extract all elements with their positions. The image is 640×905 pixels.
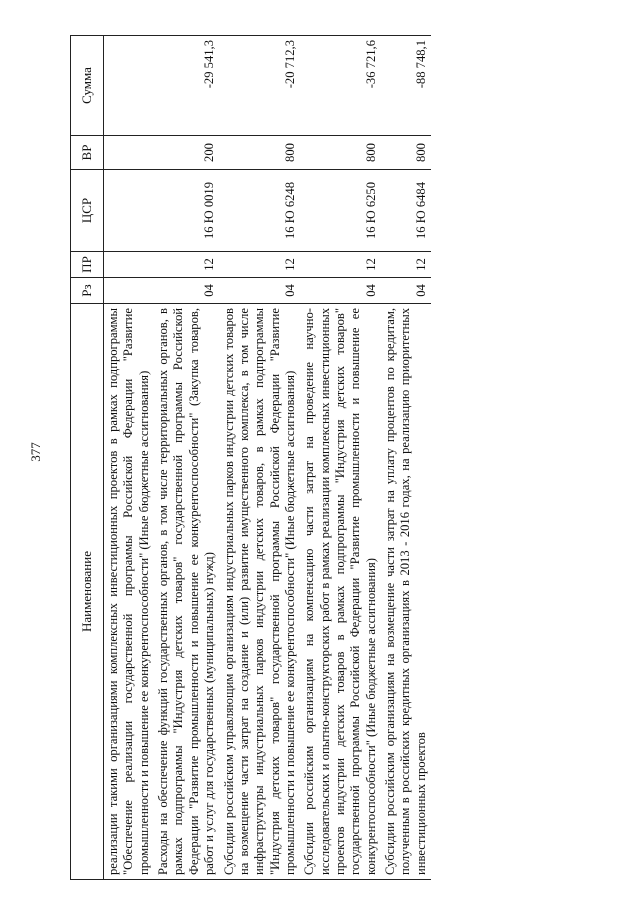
row-vr <box>104 136 155 170</box>
row-vr: 800 <box>220 136 301 170</box>
row-pr: 12 <box>300 252 381 278</box>
row-rz: 04 <box>300 278 381 304</box>
row-sum: -20 712,3 <box>220 36 301 136</box>
row-name: реализации такими организациями комплексных инвестиционных проектов в рамках подпрограммы "Обеспечение реализации государственной программы Российской Федерации "Развитие промышленности и повышение ее конкурентоспособности" (Иные бюджетные ассигнования) <box>104 304 155 880</box>
row-rz: 04 <box>220 278 301 304</box>
header-sum: Сумма <box>71 36 104 136</box>
row-rz: 04 <box>381 278 431 304</box>
row-sum: -29 541,3 <box>154 36 219 136</box>
table-row <box>300 36 381 880</box>
header-pr: ПР <box>71 252 104 278</box>
row-name: Субсидии российским управляющим организациям индустриальных парков индустрии детских товаров на возмещение части затрат на создание и (или) развитие имущественного комплекса, в том числе инфраструктуры индустриальных парков индустрии детских товаров, в рамках подпрограммы "Индустрия детских товаров" государственной программы Российской Федерации "Развитие промышленности и повышение ее конкурентоспособности" (Иные бюджетные ассигнования) <box>220 304 301 880</box>
table-header-row <box>71 36 104 880</box>
row-csr: 16 Ю 6248 <box>220 170 301 252</box>
row-pr: 12 <box>154 252 219 278</box>
rotated-table-wrapper <box>70 36 600 880</box>
row-csr: 16 Ю 0019 <box>154 170 219 252</box>
row-name: Субсидии российским организациям на возмещение части затрат на уплату процентов по кредитам, полученным в российских кредитных организациях в 2013 - 2016 годах, на реализацию приоритетных инвестиционных проектов <box>381 304 431 880</box>
row-csr: 16 Ю 6250 <box>300 170 381 252</box>
row-sum <box>104 36 155 136</box>
table-row <box>104 36 155 880</box>
header-name: Наименование <box>71 304 104 880</box>
row-pr: 12 <box>220 252 301 278</box>
row-csr: 16 Ю 6484 <box>381 170 431 252</box>
row-rz <box>104 278 155 304</box>
row-csr <box>104 170 155 252</box>
header-vr: ВР <box>71 136 104 170</box>
row-name: Расходы на обеспечение функций государственных органов, в том числе территориальных органов, в рамках подпрограммы "Индустрия детских товаров" государственной программы Российской Федерации "Развитие промышленности и повышение ее конкурентоспособности" (Закупка товаров, работ и услуг для государственных (муниципальных) нужд) <box>154 304 219 880</box>
header-rz: Рз <box>71 278 104 304</box>
table-row <box>381 36 431 880</box>
row-pr <box>104 252 155 278</box>
row-rz: 04 <box>154 278 219 304</box>
rotated-table-container <box>70 36 600 880</box>
table-row <box>220 36 301 880</box>
row-name: Субсидии российским организациям на компенсацию части затрат на проведение научно-исследовательских и опытно-конструкторских работ в рамках реализации комплексных инвестиционных проектов индустрии детских товаров в рамках подпрограммы "Индустрия детских товаров" государственной программы Российской Федерации "Развитие промышленности и повышение ее конкурентоспособности" (Иные бюджетные ассигнования) <box>300 304 381 880</box>
page-number: 377 <box>28 442 43 462</box>
row-vr: 200 <box>154 136 219 170</box>
row-sum: -36 721,6 <box>300 36 381 136</box>
budget-table <box>70 35 431 880</box>
row-pr: 12 <box>381 252 431 278</box>
row-vr: 800 <box>300 136 381 170</box>
row-vr: 800 <box>381 136 431 170</box>
row-sum: -88 748,1 <box>381 36 431 136</box>
table-row <box>154 36 219 880</box>
header-csr: ЦСР <box>71 170 104 252</box>
